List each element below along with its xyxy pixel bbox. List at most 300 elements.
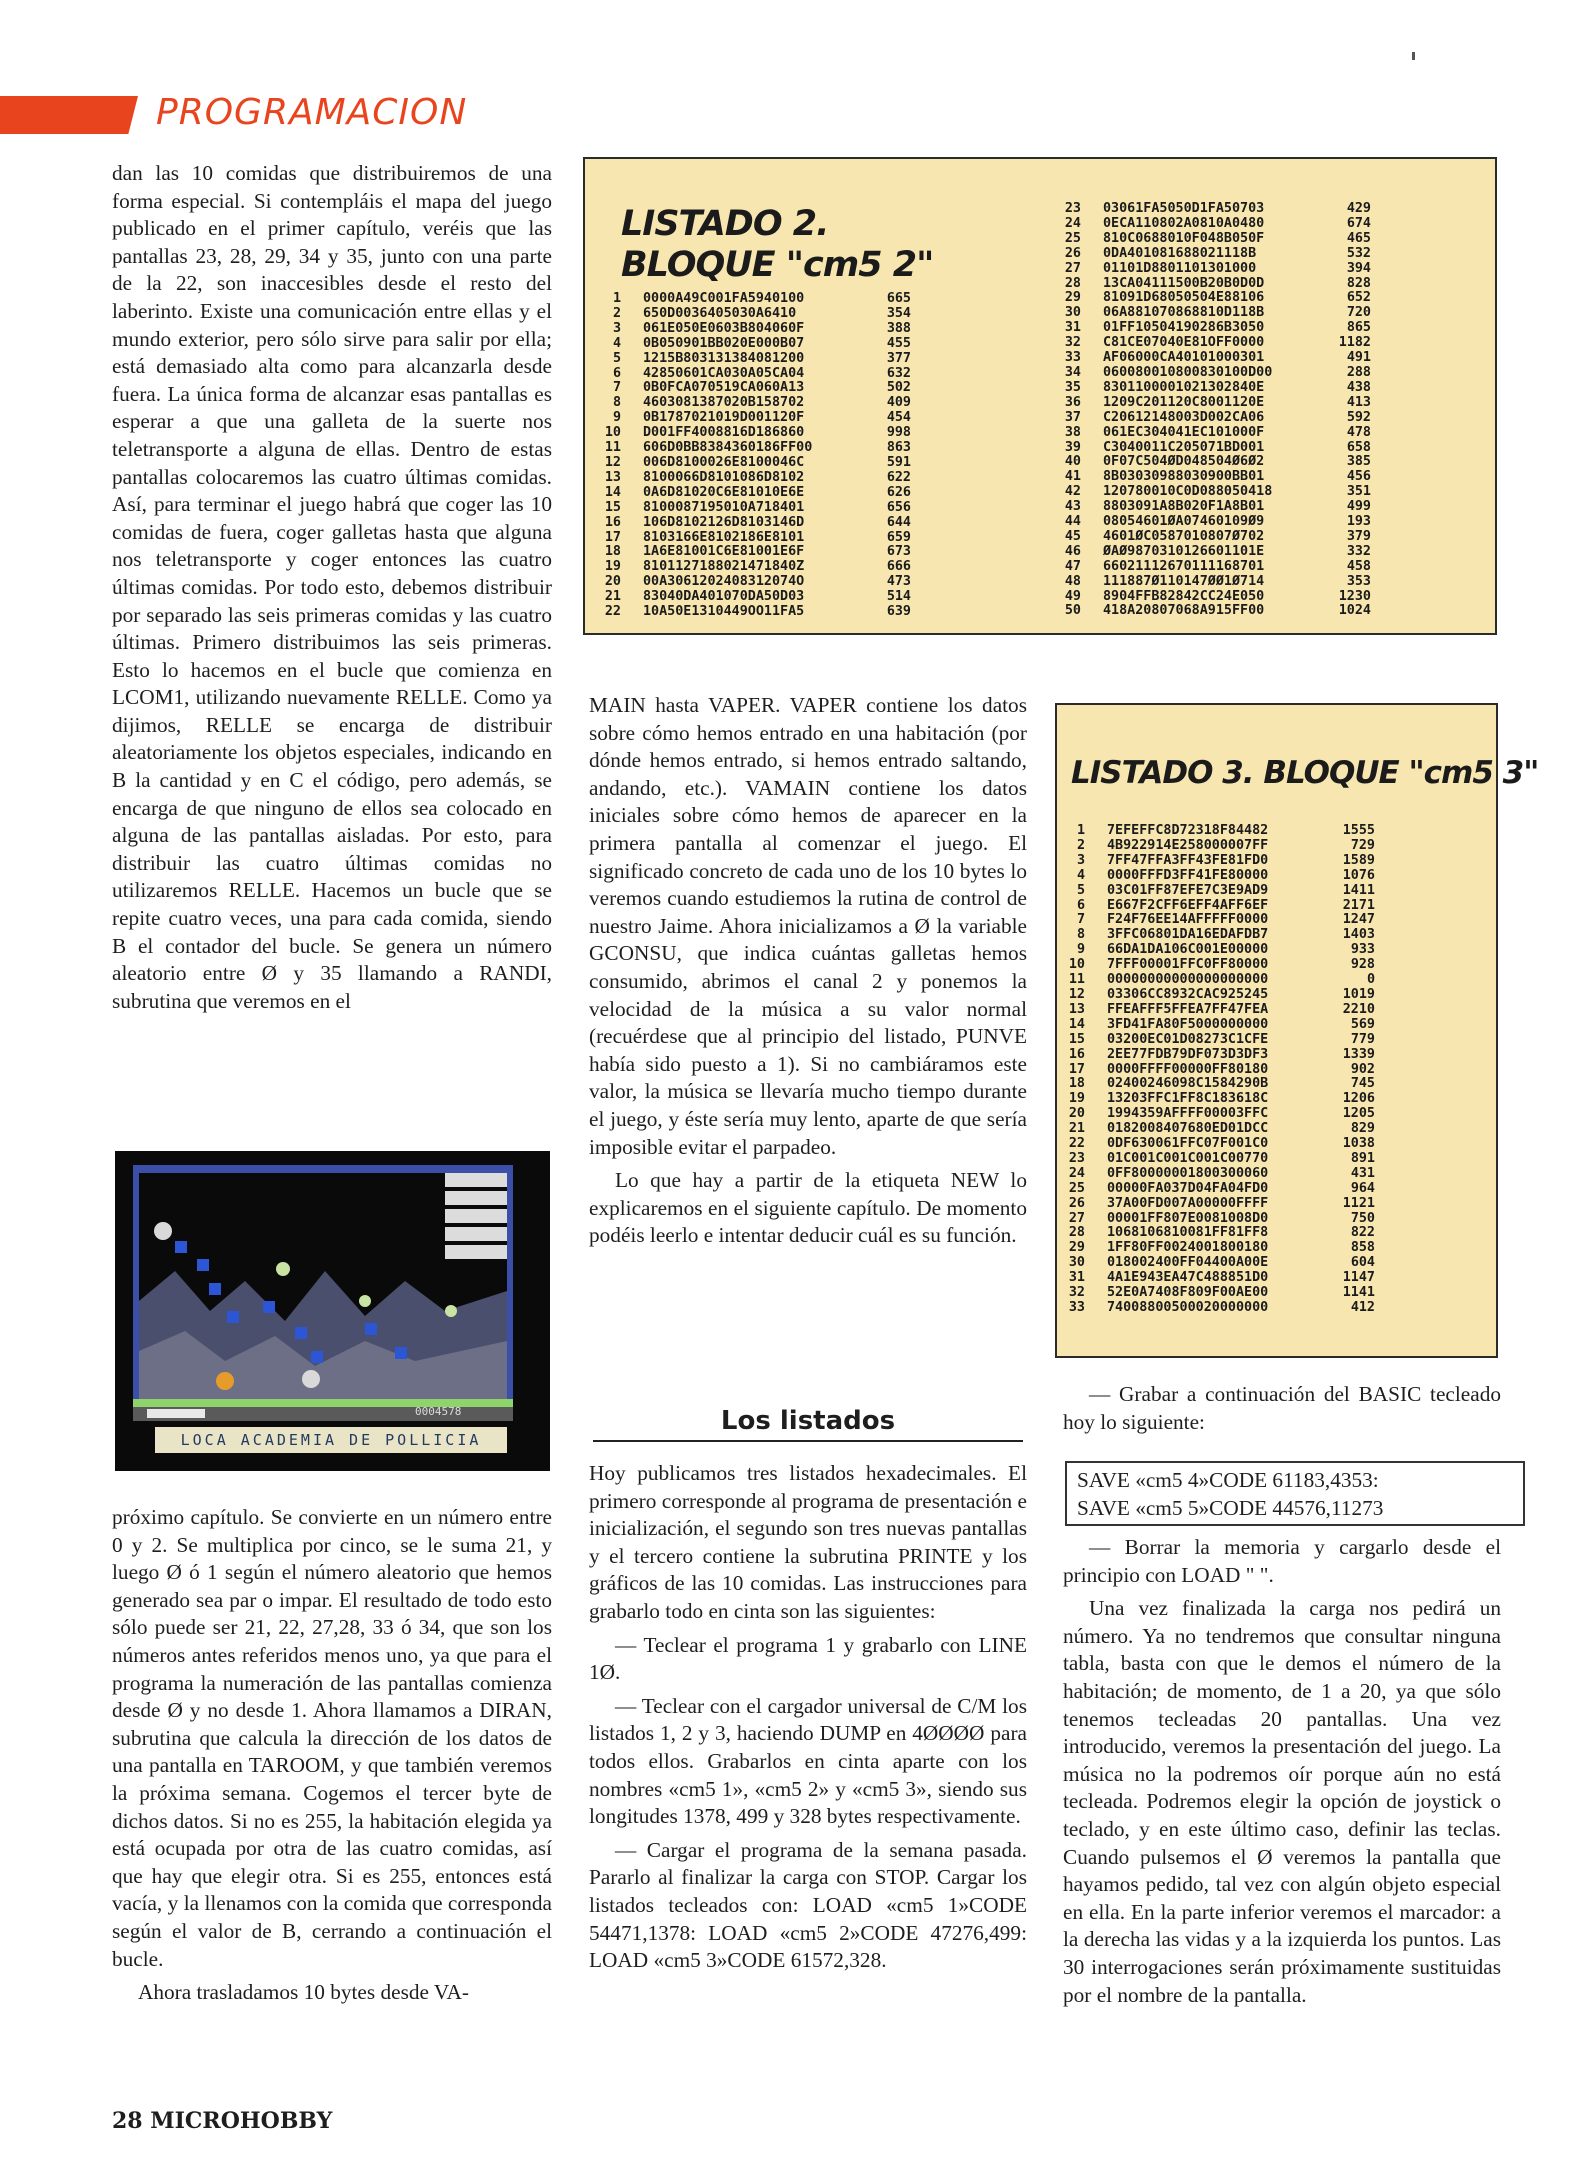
hex-line — [595, 426, 911, 441]
checksum: 429 — [1346, 201, 1371, 216]
checksum: 354 — [886, 305, 911, 321]
checksum: 388 — [886, 320, 911, 336]
line-number: 22 — [1068, 1136, 1085, 1152]
hex-data: C3040011C205071BD001 — [1103, 439, 1265, 455]
hex-data: 1209C201120C8001120E — [1103, 394, 1265, 410]
checksum: 1038 — [1342, 1136, 1375, 1152]
checksum: 1141 — [1342, 1285, 1375, 1301]
listados-paragraph: Hoy publicamos tres listados hexadecimales. El primero corresponde al programa de presentación e inicialización, el segundo son tres nuevas pantallas y el tercero contiene la subrutina PRINTE y los gráficos de las 10 comidas. Las instrucciones para grabarlo todo en cinta son las siguientes: — [589, 1461, 1027, 1623]
hex-data: 111887Ø110147ØØ1Ø714 — [1103, 573, 1265, 589]
hex-line — [595, 307, 911, 322]
line-number: 18 — [1068, 1076, 1085, 1092]
hex-data: E667F2CFF6EFF4AFF6EF — [1107, 897, 1269, 913]
line-number: 8 — [612, 395, 621, 411]
column-2-bottom-text — [589, 1460, 1027, 1975]
hex-data: 0B050901BB020E000B07 — [643, 335, 805, 351]
game-screenshot — [115, 1151, 550, 1471]
listado-2-title-line1: LISTADO 2. — [621, 204, 829, 244]
line-number: 50 — [1064, 603, 1081, 619]
column-2-text — [589, 692, 1027, 1250]
hex-line — [1059, 1212, 1375, 1227]
line-number: 1 — [612, 291, 621, 306]
hex-line — [1055, 455, 1371, 470]
hex-line — [595, 367, 911, 382]
save-line: SAVE «cm5 4»CODE 61183,4353: — [1077, 1468, 1379, 1492]
line-number: 32 — [1068, 1285, 1085, 1301]
hex-line — [1059, 1077, 1375, 1092]
hex-data: 810C0688010F048B050F — [1103, 230, 1265, 246]
checksum: 591 — [886, 454, 911, 470]
hex-data: 01101D8801101301000 — [1103, 260, 1257, 276]
hex-data: 00000FA037D04FA04FD0 — [1107, 1180, 1269, 1196]
listados-paragraph: — Teclear el programa 1 y grabarlo con LINE 1Ø. — [589, 1632, 1027, 1685]
hex-data: 03C01FF87EFE7C3E9AD9 — [1107, 882, 1269, 898]
hex-data: 120780010C0D088050418 — [1103, 484, 1273, 500]
hex-data: 0F07C504ØD048504Ø6Ø2 — [1103, 454, 1265, 470]
line-number: 17 — [604, 529, 621, 545]
hex-line — [1059, 1271, 1375, 1286]
hex-data: 061EC304041EC101000F — [1103, 424, 1265, 440]
hex-data: 4A1E943EA47C488851D0 — [1107, 1270, 1269, 1286]
checksum: 379 — [1346, 528, 1371, 544]
checksum: 1339 — [1342, 1046, 1375, 1062]
listados-paragraph: — Teclear con el cargador universal de C/M los listados 1, 2 y 3, haciendo DUMP en 4ØØØØ para todos ellos. Grabarlos en cinta aparte con los nombres «cm5 1», «cm5 2» y «cm5 3», siendo sus longitudes 1378, 499 y 328 bytes respectivamente. — [589, 1693, 1027, 1829]
hex-line — [1055, 351, 1371, 366]
checksum: 394 — [1346, 260, 1371, 276]
line-number: 37 — [1064, 409, 1081, 425]
hex-line — [1059, 1226, 1375, 1241]
line-number: 43 — [1064, 499, 1081, 515]
hex-data: 00001FF807E0081008D0 — [1107, 1210, 1269, 1226]
hex-line — [1059, 854, 1375, 869]
checksum: 1206 — [1342, 1091, 1375, 1107]
checksum: 1555 — [1342, 823, 1375, 838]
line-number: 33 — [1068, 1300, 1085, 1315]
checksum: 353 — [1346, 573, 1371, 589]
hex-line — [1055, 411, 1371, 426]
page-footer: 28 MICROHOBBY — [112, 2108, 333, 2134]
hex-data: 74008800500020000000 — [1107, 1300, 1269, 1315]
hex-data: 66021112670111168701 — [1103, 558, 1265, 574]
checksum: 431 — [1350, 1165, 1375, 1181]
hex-line — [1055, 336, 1371, 351]
hex-line — [1059, 1122, 1375, 1137]
hex-line — [1059, 1092, 1375, 1107]
hex-line — [595, 501, 911, 516]
hex-data: 3FFC06801DA16EDAFDB7 — [1107, 927, 1269, 943]
line-number: 14 — [604, 484, 621, 500]
hex-data: 606D0BB8384360186FF00 — [643, 440, 813, 456]
checksum: 902 — [1350, 1061, 1375, 1077]
hex-line — [1059, 928, 1375, 943]
checksum: 652 — [1346, 290, 1371, 306]
hex-line — [595, 486, 911, 501]
hex-line — [1055, 232, 1371, 247]
hex-line — [1055, 441, 1371, 456]
checksum: 604 — [1350, 1255, 1375, 1271]
checksum: 473 — [886, 574, 911, 590]
line-number: 25 — [1068, 1180, 1085, 1196]
hex-data: 37A00FD007A00000FFFF — [1107, 1195, 1269, 1211]
col2-paragraph: MAIN hasta VAPER. VAPER contiene los datos sobre cómo hemos entrado en una habitación (por dónde hemos entrado, si hemos entrado saltando, andando, etc.). VAMAIN contiene los datos iniciales sobre cómo hemos de aparecer en la primera pantalla al comenzar el juego. El significado concreto de cada uno de los 10 bytes lo veremos cuando estudiemos la rutina de control de nuestro Jaime. Ahora inicializamos a Ø la variable GCONSU, que indica cuántas galletas hemos consumido, abrimos el canal 2 y ponemos la velocidad de la música a su valor normal (recuérdese que al principio del listado, PUNVE había sido puesto a 1). Si no cambiáramos este valor, la música se llevaría mucho tiempo durante el juego, y éste sería muy lento, aparte de que sería imposible evitar el parpadeo. — [589, 693, 1027, 1159]
hex-line — [595, 471, 911, 486]
hex-line — [1055, 500, 1371, 515]
line-number: 21 — [604, 589, 621, 605]
hex-data: 0DA401081688021118B — [1103, 245, 1257, 261]
line-number: 12 — [1068, 986, 1085, 1002]
hex-line — [1059, 884, 1375, 899]
listado-3-box — [1055, 703, 1539, 1358]
line-number: 26 — [1068, 1195, 1085, 1211]
hex-data: 0000FFFF00000FF80180 — [1107, 1061, 1269, 1077]
line-number: 22 — [604, 604, 621, 620]
checksum: 658 — [1346, 439, 1371, 455]
line-number: 16 — [604, 514, 621, 530]
hex-line — [1059, 1152, 1375, 1167]
hex-data: 8904FFB82842CC24E050 — [1103, 588, 1265, 604]
hex-line — [595, 456, 911, 471]
checksum: 514 — [886, 589, 911, 605]
line-number: 24 — [1064, 215, 1081, 231]
hex-data: 0000FFFD3FF41FE80000 — [1107, 867, 1269, 883]
checksum: 729 — [1350, 837, 1375, 853]
hex-data: ØAØ9870310126601101E — [1103, 543, 1265, 559]
line-number: 26 — [1064, 245, 1081, 261]
game-scene-image — [115, 1151, 550, 1471]
checksum: 412 — [1350, 1300, 1375, 1315]
hex-data: 0FF80000001800300060 — [1107, 1165, 1269, 1181]
checksum: 332 — [1346, 543, 1371, 559]
hex-line — [1055, 590, 1371, 605]
line-number: 34 — [1064, 364, 1081, 380]
hex-line — [1055, 470, 1371, 485]
hex-line — [1059, 1286, 1375, 1301]
checksum: 933 — [1350, 942, 1375, 958]
hex-data: 0DF630061FFC07F001C0 — [1107, 1136, 1269, 1152]
hex-data: 8803091A8B020F1A8B01 — [1103, 499, 1265, 515]
checksum: 1147 — [1342, 1270, 1375, 1286]
hex-line — [1055, 202, 1371, 217]
checksum: 666 — [886, 559, 911, 575]
line-number: 44 — [1064, 514, 1081, 530]
line-number: 31 — [1068, 1270, 1085, 1286]
checksum: 413 — [1346, 394, 1371, 410]
hex-data: 1FF80FF0024001800180 — [1107, 1240, 1269, 1256]
line-number: 4 — [1076, 867, 1085, 883]
line-number: 20 — [604, 574, 621, 590]
hex-data: 7EFEFFC8D72318F84482 — [1107, 823, 1269, 838]
hex-data: 8100066D8101086D8102 — [643, 469, 805, 485]
checksum: 622 — [886, 469, 911, 485]
hex-line — [1059, 869, 1375, 884]
checksum: 532 — [1346, 245, 1371, 261]
section-color-bar — [0, 96, 138, 134]
line-number: 31 — [1064, 320, 1081, 336]
hex-data: 01C001C001C001C00770 — [1107, 1150, 1269, 1166]
checksum: 351 — [1346, 484, 1371, 500]
hex-line — [1055, 396, 1371, 411]
checksum: 2171 — [1342, 897, 1375, 913]
hex-line — [1055, 515, 1371, 530]
hex-line — [1059, 899, 1375, 914]
hex-line — [1055, 217, 1371, 232]
hex-line — [595, 605, 911, 620]
checksum: 1024 — [1338, 603, 1371, 619]
line-number: 4 — [612, 335, 621, 351]
line-number: 11 — [1068, 972, 1085, 988]
checksum: 745 — [1350, 1076, 1375, 1092]
line-number: 9 — [612, 410, 621, 426]
checksum: 863 — [886, 440, 911, 456]
checksum: 964 — [1350, 1180, 1375, 1196]
column-1-top-text — [112, 160, 552, 1015]
hex-line — [1059, 958, 1375, 973]
hex-data: 81091D68050504E88106 — [1103, 290, 1265, 306]
hex-data: 7FFF00001FFC0FF80000 — [1107, 957, 1269, 973]
checksum: 1205 — [1342, 1106, 1375, 1122]
hex-line — [1055, 485, 1371, 500]
line-number: 15 — [1068, 1031, 1085, 1047]
col3-paragraph: — Borrar la memoria y cargarlo desde el principio con LOAD " ". — [1063, 1535, 1501, 1587]
hex-line — [1059, 943, 1375, 958]
col1-paragraph: próximo capítulo. Se convierte en un número entre 0 y 2. Se multiplica por cinco, se le suma 21, y luego Ø ó 1 según el número aleatorio que hemos generado sea par o impar. El resultado de todo esto sólo puede ser 21, 22, 27,28, 33 ó 34, que son los números antes referidos menos uno, ya que para el programa la numeración de las pantallas comienza desde Ø y no desde 1. Ahora llamamos a DIRAN, subrutina que calcula la dirección de los datos de una pantalla en TAROOM, y que también veremos la próxima semana. Cogemos el tercer byte de dichos datos. Si no es 255, la habitación elegida ya está ocupada por otra de las cuatro comidas, así que hay que elegir otra. Si es 255, entonces está vacía, y la llenamos con la comida que corresponda según el valor de B, cerrando a continuación el bucle. — [112, 1505, 552, 1971]
hex-data: D001FF4008816D186860 — [643, 425, 805, 441]
hex-data: 060080010800830100D00 — [1103, 364, 1273, 380]
hex-line — [595, 575, 911, 590]
checksum: 1403 — [1342, 927, 1375, 943]
checksum: 673 — [886, 544, 911, 560]
col1-paragraph: dan las 10 comidas que distribuiremos de una forma especial. Si contempláis el mapa del juego publicado en el primer capítulo, veréis que las pantallas 23, 28, 29, 34 y 35, junto con una parte de la 22, son inaccesibles desde el resto del laberinto. Existe una comunicación entre ellas y el mundo exterior, pero sólo sirve para salir por ella; está demasiado alta como para alcanzarla desde fuera. La única forma de alcanzar esas pantallas es esperar a que una galleta de la suerte nos teletransporte a alguna de ellas. Dentro de estas pantallas colocaremos las cuatro últimas comidas. Así, para terminar el juego habrá que coger las 10 comidas de fuera, coger galletas hasta que alguna nos teletransporte y coger entonces las cuatro últimas comidas. Por todo esto, debemos distribuir por separado las seis primeras comidas y las cuatro últimas. Primero distribuimos las seis primeras. Esto lo hacemos en el bucle que comienza en LCOM1, utilizando nuevamente RELLE. Como ya dijimos, RELLE se encarga de distribuir aleatoriamente los objetos especiales, indicando en B la cantidad y en C el código, pero además, se encarga de que ninguno de ellos sea colocado en alguna de las pantallas aisladas. Por esto, para distribuir las cuatro últimas comidas no utilizaremos RELLE. Hacemos un bucle que se repite cuatro veces, una para cada comida, siendo B el contador del bucle. Se genera un número aleatorio entre Ø y 35 llamando a RANDI, subrutina que veremos en el — [112, 161, 552, 1013]
line-number: 7 — [612, 380, 621, 396]
hex-data: 4603081387020B158702 — [643, 395, 805, 411]
line-number: 21 — [1068, 1121, 1085, 1137]
column-3-text — [1063, 1534, 1501, 2009]
checksum: 656 — [886, 499, 911, 515]
hex-data: 0ECA110802A0810A0480 — [1103, 215, 1265, 231]
checksum: 1182 — [1338, 335, 1371, 351]
checksum: 499 — [1346, 499, 1371, 515]
hex-line — [1055, 366, 1371, 381]
hex-data: 13203FFC1FF8C183618C — [1107, 1091, 1269, 1107]
hex-line — [1059, 1107, 1375, 1122]
line-number: 27 — [1064, 260, 1081, 276]
checksum: 829 — [1350, 1121, 1375, 1137]
col3-paragraph: Una vez finalizada la carga nos pedirá un número. Ya no tendremos que consultar ninguna tabla, basta con que le demos el número de la habitación; de momento, de 1 a 20, ya que sólo tenemos tecleadas 20 pantallas. Una vez introducido, veremos la presentación del juego. La música no la podremos oír porque aún no está tecleada. Podremos elegir la opción de joystick o teclado, y en este último caso, definir las teclas. Cuando pulsemos el Ø veremos la pantalla que hayamos pedido, tal vez con algún objeto especial en ella. En la parte inferior veremos el marcador: a la derecha las vidas y a la izquierda los puntos. Las 30 interrogaciones serán próximamente sustituidas por el nombre de la pantalla. — [1063, 1596, 1501, 2007]
hex-line — [1055, 575, 1371, 590]
hex-data: 8103166E8102186E8101 — [643, 529, 805, 545]
line-number: 12 — [604, 454, 621, 470]
corner-mark — [1412, 52, 1415, 60]
checksum: 659 — [886, 529, 911, 545]
hex-line — [595, 381, 911, 396]
hex-data: 8301100001021302840E — [1103, 379, 1265, 395]
checksum: 858 — [1350, 1240, 1375, 1256]
checksum: 456 — [1346, 469, 1371, 485]
line-number: 17 — [1068, 1061, 1085, 1077]
hex-data: 0000A49C001FA5940100 — [643, 291, 805, 306]
hex-data: 0182008407680ED01DCC — [1107, 1121, 1269, 1137]
hex-line — [1059, 1182, 1375, 1197]
checksum: 639 — [886, 604, 911, 620]
hex-line — [1055, 291, 1371, 306]
hex-data: 52E0A7408F809F00AE00 — [1107, 1285, 1269, 1301]
hex-line — [595, 352, 911, 367]
checksum: 454 — [886, 410, 911, 426]
hex-line — [595, 516, 911, 531]
hex-line — [1055, 321, 1371, 336]
checksum: 750 — [1350, 1210, 1375, 1226]
hex-data: 03306CC8932CAC925245 — [1107, 986, 1269, 1002]
checksum: 438 — [1346, 379, 1371, 395]
hex-data: 650D0036405030A6410 — [643, 305, 797, 321]
hex-line — [1059, 1241, 1375, 1256]
checksum: 1589 — [1342, 852, 1375, 868]
checksum: 2210 — [1342, 1001, 1375, 1017]
line-number: 10 — [604, 425, 621, 441]
line-number: 14 — [1068, 1016, 1085, 1032]
line-number: 46 — [1064, 543, 1081, 559]
hex-line — [595, 531, 911, 546]
hex-line — [595, 322, 911, 337]
hex-line — [1055, 426, 1371, 441]
game-score: 0004578 — [415, 1405, 462, 1418]
hex-line — [1055, 247, 1371, 262]
line-number: 30 — [1068, 1255, 1085, 1271]
hex-data: 06A881070868810D118B — [1103, 305, 1265, 321]
line-number: 40 — [1064, 454, 1081, 470]
line-number: 39 — [1064, 439, 1081, 455]
checksum: 891 — [1350, 1150, 1375, 1166]
line-number: 29 — [1064, 290, 1081, 306]
line-number: 18 — [604, 544, 621, 560]
hex-data: C81CE07040E81OFF0000 — [1103, 335, 1265, 351]
checksum: 458 — [1346, 558, 1371, 574]
listados-paragraph: — Cargar el programa de la semana pasada. Pararlo al finalizar la carga con STOP. Cargar los listados tecleados con: LOAD «cm5 1»CODE 54471,1378: LOAD «cm5 2»CODE 47276,499: LOAD «cm5 3»CODE 61572,328. — [589, 1837, 1027, 1973]
hex-line — [1055, 530, 1371, 545]
checksum: 720 — [1346, 305, 1371, 321]
line-number: 38 — [1064, 424, 1081, 440]
listado-2-left-column — [595, 292, 911, 620]
hex-line — [595, 560, 911, 575]
col3-intro-paragraph: — Grabar a continuación del BASIC tecleado hoy lo siguiente: — [1063, 1382, 1501, 1434]
line-number: 16 — [1068, 1046, 1085, 1062]
hex-data: 02400246098C1584290B — [1107, 1076, 1269, 1092]
listado-3-lines — [1059, 824, 1375, 1316]
line-number: 45 — [1064, 528, 1081, 544]
checksum: 193 — [1346, 514, 1371, 530]
checksum: 674 — [1346, 215, 1371, 231]
hex-data: 4601ØC0587010807Ø702 — [1103, 528, 1265, 544]
line-number: 27 — [1068, 1210, 1085, 1226]
line-number: 20 — [1068, 1106, 1085, 1122]
hex-line — [1059, 1018, 1375, 1033]
hex-line — [595, 545, 911, 560]
section-title: PROGRAMACION — [156, 92, 468, 133]
hex-data: 006D8100026E8100046C — [643, 454, 805, 470]
hex-data: 10A50E1310449OO11FA5 — [643, 604, 805, 620]
hex-data: 0B1787021019D001120F — [643, 410, 805, 426]
line-number: 30 — [1064, 305, 1081, 321]
hex-data: 8101127188021471840Z — [643, 559, 805, 575]
col1-paragraph: Ahora trasladamos 10 bytes desde VA- — [138, 1980, 470, 2005]
hex-data: 3FD41FA80F5000000000 — [1107, 1016, 1269, 1032]
hex-data: 0B0FCA070519CA060A13 — [643, 380, 805, 396]
hex-line — [1055, 604, 1371, 619]
checksum: 0 — [1366, 972, 1375, 988]
line-number: 28 — [1068, 1225, 1085, 1241]
line-number: 29 — [1068, 1240, 1085, 1256]
checksum: 409 — [886, 395, 911, 411]
line-number: 19 — [1068, 1091, 1085, 1107]
hex-line — [1055, 381, 1371, 396]
line-number: 7 — [1076, 912, 1085, 928]
checksum: 455 — [886, 335, 911, 351]
hex-line — [595, 590, 911, 605]
line-number: 6 — [612, 365, 621, 381]
line-number: 9 — [1076, 942, 1085, 958]
column-3-intro — [1063, 1381, 1501, 1436]
line-number: 6 — [1076, 897, 1085, 913]
hex-data: 061E050E0603B804060F — [643, 320, 805, 336]
line-number: 3 — [1076, 852, 1085, 868]
hex-data: 1068106810081FF81FF8 — [1107, 1225, 1269, 1241]
checksum: 385 — [1346, 454, 1371, 470]
hex-line — [1059, 824, 1375, 839]
hex-data: 1215B803131384081200 — [643, 350, 805, 366]
hex-line — [595, 292, 911, 307]
hex-data: FFEAFFF5FFEA7FF47FEA — [1107, 1001, 1269, 1017]
hex-line — [1055, 560, 1371, 575]
line-number: 41 — [1064, 469, 1081, 485]
checksum: 491 — [1346, 350, 1371, 366]
hex-data: 418A20807068A915FF00 — [1103, 603, 1265, 619]
checksum: 377 — [886, 350, 911, 366]
line-number: 49 — [1064, 588, 1081, 604]
line-number: 8 — [1076, 927, 1085, 943]
line-number: 28 — [1064, 275, 1081, 291]
hex-data: 2EE77FDB79DF073D3DF3 — [1107, 1046, 1269, 1062]
los-listados-heading: Los listados — [593, 1406, 1023, 1442]
line-number: 5 — [612, 350, 621, 366]
hex-line — [1059, 1167, 1375, 1182]
hex-data: 00000000000000000000 — [1107, 972, 1269, 988]
hex-data: 03200EC01D08273C1CFE — [1107, 1031, 1269, 1047]
line-number: 11 — [604, 440, 621, 456]
checksum: 632 — [886, 365, 911, 381]
hex-data: F24F76EE14AFFFFF0000 — [1107, 912, 1269, 928]
hex-data: 03061FA5050D1FA50703 — [1103, 201, 1265, 216]
hex-data: C20612148003D002CA06 — [1103, 409, 1265, 425]
hex-data: 13CA04111500B20B0D0D — [1103, 275, 1265, 291]
line-number: 35 — [1064, 379, 1081, 395]
hex-data: 7FF47FFA3FF43FE81FD0 — [1107, 852, 1269, 868]
hex-data: 8100087195010A718401 — [643, 499, 805, 515]
hex-line — [1055, 262, 1371, 277]
line-number: 3 — [612, 320, 621, 336]
hex-line — [1059, 1301, 1375, 1316]
checksum: 592 — [1346, 409, 1371, 425]
line-number: 48 — [1064, 573, 1081, 589]
hex-line — [1059, 973, 1375, 988]
checksum: 644 — [886, 514, 911, 530]
checksum: 1411 — [1342, 882, 1375, 898]
line-number: 23 — [1064, 201, 1081, 216]
save-commands-box — [1065, 1461, 1525, 1526]
hex-data: 66DA1DA106C001E00000 — [1107, 942, 1269, 958]
checksum: 1247 — [1342, 912, 1375, 928]
listado-2-box — [583, 157, 1497, 635]
checksum: 626 — [886, 484, 911, 500]
